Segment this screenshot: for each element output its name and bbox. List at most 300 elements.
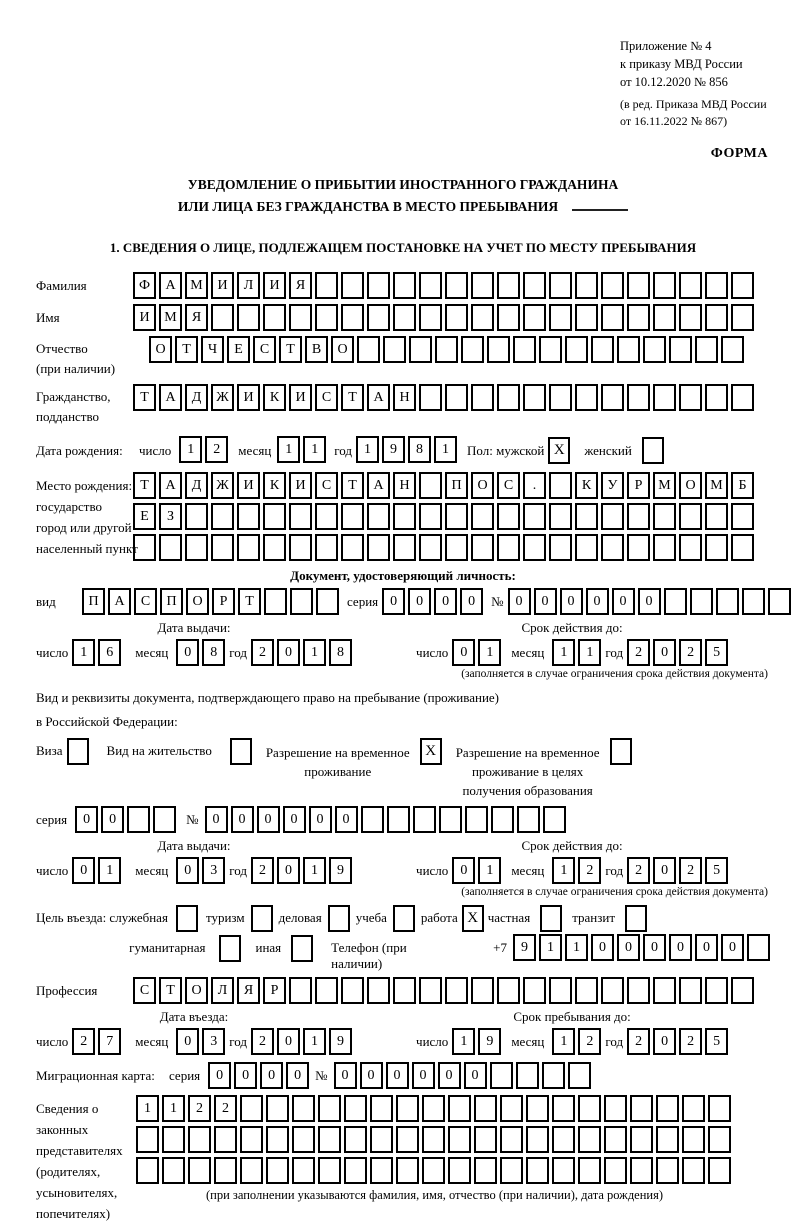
char-cell[interactable] [542, 1062, 565, 1089]
char-cell[interactable] [367, 304, 390, 331]
char-cell[interactable] [516, 1062, 539, 1089]
char-cell[interactable]: 1 [578, 639, 601, 666]
char-cell[interactable] [136, 1157, 159, 1184]
char-cell[interactable]: 1 [72, 639, 95, 666]
char-cell[interactable] [290, 588, 313, 615]
char-cell[interactable]: С [497, 472, 520, 499]
char-cell[interactable] [653, 384, 676, 411]
char-cell[interactable]: И [263, 272, 286, 299]
char-cell[interactable] [409, 336, 432, 363]
char-cell[interactable] [679, 304, 702, 331]
char-cell[interactable] [448, 1157, 471, 1184]
char-cell[interactable] [549, 503, 572, 530]
char-cell[interactable] [188, 1157, 211, 1184]
char-cell[interactable] [575, 503, 598, 530]
char-cell[interactable] [500, 1157, 523, 1184]
char-cell[interactable] [682, 1157, 705, 1184]
char-cell[interactable] [237, 534, 260, 561]
char-cell[interactable]: И [133, 304, 156, 331]
char-cell[interactable]: С [315, 472, 338, 499]
char-cell[interactable] [627, 384, 650, 411]
char-cell[interactable]: Н [393, 472, 416, 499]
char-cell[interactable] [419, 503, 442, 530]
char-cell[interactable]: К [263, 384, 286, 411]
char-cell[interactable]: 1 [303, 857, 326, 884]
char-cell[interactable] [601, 977, 624, 1004]
char-cell[interactable] [497, 384, 520, 411]
char-cell[interactable] [263, 304, 286, 331]
char-cell[interactable] [289, 503, 312, 530]
char-cell[interactable] [237, 304, 260, 331]
char-cell[interactable] [523, 503, 546, 530]
char-cell[interactable] [341, 272, 364, 299]
char-cell[interactable] [344, 1126, 367, 1153]
char-cell[interactable]: 1 [179, 436, 202, 463]
char-cell[interactable]: 0 [617, 934, 640, 961]
char-cell[interactable] [393, 534, 416, 561]
char-cell[interactable] [471, 977, 494, 1004]
char-cell[interactable]: 0 [721, 934, 744, 961]
char-cell[interactable] [211, 534, 234, 561]
char-cell[interactable] [708, 1126, 731, 1153]
char-cell[interactable]: 2 [679, 857, 702, 884]
char-cell[interactable] [266, 1095, 289, 1122]
char-cell[interactable]: Т [133, 472, 156, 499]
char-cell[interactable]: О [679, 472, 702, 499]
char-cell[interactable] [419, 472, 442, 499]
char-cell[interactable] [461, 336, 484, 363]
char-cell[interactable]: 1 [98, 857, 121, 884]
char-cell[interactable]: Ж [211, 384, 234, 411]
char-cell[interactable] [471, 384, 494, 411]
char-cell[interactable] [679, 534, 702, 561]
char-cell[interactable] [539, 336, 562, 363]
purpose-work-checkbox[interactable]: X [462, 905, 484, 932]
char-cell[interactable]: 1 [303, 1028, 326, 1055]
char-cell[interactable] [497, 304, 520, 331]
char-cell[interactable] [289, 977, 312, 1004]
char-cell[interactable]: Т [341, 472, 364, 499]
char-cell[interactable]: 6 [98, 639, 121, 666]
char-cell[interactable]: А [159, 272, 182, 299]
char-cell[interactable] [601, 534, 624, 561]
char-cell[interactable] [705, 384, 728, 411]
char-cell[interactable] [523, 272, 546, 299]
char-cell[interactable] [474, 1095, 497, 1122]
char-cell[interactable]: С [134, 588, 157, 615]
char-cell[interactable] [731, 272, 754, 299]
char-cell[interactable]: 0 [386, 1062, 409, 1089]
char-cell[interactable] [211, 304, 234, 331]
char-cell[interactable] [419, 384, 442, 411]
char-cell[interactable]: 9 [478, 1028, 501, 1055]
char-cell[interactable]: А [367, 384, 390, 411]
char-cell[interactable]: Я [185, 304, 208, 331]
char-cell[interactable] [422, 1095, 445, 1122]
char-cell[interactable] [601, 503, 624, 530]
char-cell[interactable]: 0 [560, 588, 583, 615]
char-cell[interactable] [575, 384, 598, 411]
char-cell[interactable] [448, 1126, 471, 1153]
purpose-study-checkbox[interactable] [393, 905, 415, 932]
char-cell[interactable]: . [523, 472, 546, 499]
char-cell[interactable] [393, 272, 416, 299]
char-cell[interactable] [237, 503, 260, 530]
char-cell[interactable]: 1 [356, 436, 379, 463]
char-cell[interactable]: Е [133, 503, 156, 530]
char-cell[interactable]: С [133, 977, 156, 1004]
purpose-other-checkbox[interactable] [291, 935, 313, 962]
purpose-private-checkbox[interactable] [540, 905, 562, 932]
char-cell[interactable] [214, 1157, 237, 1184]
char-cell[interactable] [705, 503, 728, 530]
char-cell[interactable] [721, 336, 744, 363]
purpose-transit-checkbox[interactable] [625, 905, 647, 932]
char-cell[interactable]: 0 [283, 806, 306, 833]
char-cell[interactable] [653, 304, 676, 331]
char-cell[interactable]: 5 [705, 639, 728, 666]
char-cell[interactable] [487, 336, 510, 363]
char-cell[interactable] [497, 534, 520, 561]
char-cell[interactable] [370, 1095, 393, 1122]
char-cell[interactable]: С [315, 384, 338, 411]
char-cell[interactable] [601, 272, 624, 299]
char-cell[interactable]: 0 [176, 1028, 199, 1055]
char-cell[interactable]: О [331, 336, 354, 363]
char-cell[interactable]: 1 [478, 639, 501, 666]
char-cell[interactable] [471, 503, 494, 530]
char-cell[interactable] [679, 503, 702, 530]
char-cell[interactable]: Т [159, 977, 182, 1004]
char-cell[interactable]: 0 [653, 857, 676, 884]
char-cell[interactable]: А [108, 588, 131, 615]
char-cell[interactable]: 0 [452, 857, 475, 884]
char-cell[interactable] [497, 503, 520, 530]
char-cell[interactable] [731, 977, 754, 1004]
char-cell[interactable] [240, 1126, 263, 1153]
char-cell[interactable] [653, 503, 676, 530]
char-cell[interactable] [497, 272, 520, 299]
char-cell[interactable]: 1 [552, 639, 575, 666]
char-cell[interactable] [513, 336, 536, 363]
char-cell[interactable]: 0 [434, 588, 457, 615]
char-cell[interactable]: 3 [202, 1028, 225, 1055]
char-cell[interactable] [419, 304, 442, 331]
char-cell[interactable] [422, 1157, 445, 1184]
char-cell[interactable] [523, 304, 546, 331]
char-cell[interactable] [162, 1157, 185, 1184]
char-cell[interactable] [601, 304, 624, 331]
char-cell[interactable]: Е [227, 336, 250, 363]
char-cell[interactable] [471, 304, 494, 331]
char-cell[interactable] [315, 503, 338, 530]
char-cell[interactable]: 0 [438, 1062, 461, 1089]
sex-male-checkbox[interactable]: X [548, 437, 570, 464]
char-cell[interactable] [705, 304, 728, 331]
char-cell[interactable] [630, 1157, 653, 1184]
char-cell[interactable]: 0 [643, 934, 666, 961]
char-cell[interactable]: 0 [586, 588, 609, 615]
char-cell[interactable] [211, 503, 234, 530]
char-cell[interactable] [552, 1126, 575, 1153]
char-cell[interactable]: 0 [72, 857, 95, 884]
char-cell[interactable]: 0 [360, 1062, 383, 1089]
char-cell[interactable] [367, 534, 390, 561]
char-cell[interactable]: 0 [286, 1062, 309, 1089]
char-cell[interactable] [549, 304, 572, 331]
char-cell[interactable] [526, 1157, 549, 1184]
char-cell[interactable]: Б [731, 472, 754, 499]
char-cell[interactable]: 2 [214, 1095, 237, 1122]
char-cell[interactable]: Л [211, 977, 234, 1004]
char-cell[interactable]: П [82, 588, 105, 615]
char-cell[interactable]: 0 [231, 806, 254, 833]
char-cell[interactable] [315, 304, 338, 331]
char-cell[interactable]: Д [185, 472, 208, 499]
char-cell[interactable]: 1 [162, 1095, 185, 1122]
char-cell[interactable] [413, 806, 436, 833]
char-cell[interactable]: Д [185, 384, 208, 411]
char-cell[interactable] [188, 1126, 211, 1153]
char-cell[interactable] [419, 534, 442, 561]
char-cell[interactable] [136, 1126, 159, 1153]
char-cell[interactable] [656, 1095, 679, 1122]
char-cell[interactable]: 2 [679, 1028, 702, 1055]
char-cell[interactable] [370, 1157, 393, 1184]
char-cell[interactable] [133, 534, 156, 561]
char-cell[interactable]: 3 [202, 857, 225, 884]
char-cell[interactable]: 0 [452, 639, 475, 666]
purpose-tourism-checkbox[interactable] [251, 905, 273, 932]
char-cell[interactable] [500, 1126, 523, 1153]
char-cell[interactable]: Р [212, 588, 235, 615]
char-cell[interactable]: 9 [329, 857, 352, 884]
char-cell[interactable] [656, 1157, 679, 1184]
char-cell[interactable]: 0 [309, 806, 332, 833]
char-cell[interactable] [604, 1157, 627, 1184]
char-cell[interactable]: 0 [334, 1062, 357, 1089]
char-cell[interactable] [517, 806, 540, 833]
char-cell[interactable] [690, 588, 713, 615]
char-cell[interactable]: 9 [329, 1028, 352, 1055]
char-cell[interactable] [445, 384, 468, 411]
char-cell[interactable] [370, 1126, 393, 1153]
char-cell[interactable] [419, 272, 442, 299]
char-cell[interactable]: 2 [627, 639, 650, 666]
char-cell[interactable]: 2 [251, 857, 274, 884]
char-cell[interactable] [185, 503, 208, 530]
char-cell[interactable] [705, 977, 728, 1004]
char-cell[interactable]: 0 [695, 934, 718, 961]
char-cell[interactable] [162, 1126, 185, 1153]
char-cell[interactable]: 1 [565, 934, 588, 961]
char-cell[interactable] [679, 272, 702, 299]
char-cell[interactable] [153, 806, 176, 833]
char-cell[interactable]: М [653, 472, 676, 499]
char-cell[interactable]: 8 [329, 639, 352, 666]
char-cell[interactable] [448, 1095, 471, 1122]
char-cell[interactable] [643, 336, 666, 363]
char-cell[interactable] [549, 534, 572, 561]
char-cell[interactable] [396, 1126, 419, 1153]
char-cell[interactable] [568, 1062, 591, 1089]
char-cell[interactable] [575, 304, 598, 331]
char-cell[interactable]: А [159, 384, 182, 411]
char-cell[interactable]: 0 [234, 1062, 257, 1089]
char-cell[interactable]: 0 [257, 806, 280, 833]
char-cell[interactable] [341, 977, 364, 1004]
char-cell[interactable] [357, 336, 380, 363]
char-cell[interactable] [289, 304, 312, 331]
char-cell[interactable] [387, 806, 410, 833]
char-cell[interactable] [627, 534, 650, 561]
char-cell[interactable]: 2 [578, 857, 601, 884]
char-cell[interactable]: С [253, 336, 276, 363]
char-cell[interactable]: Р [263, 977, 286, 1004]
char-cell[interactable] [653, 272, 676, 299]
char-cell[interactable]: Т [238, 588, 261, 615]
char-cell[interactable] [240, 1095, 263, 1122]
char-cell[interactable]: Т [279, 336, 302, 363]
char-cell[interactable]: Т [175, 336, 198, 363]
char-cell[interactable] [656, 1126, 679, 1153]
char-cell[interactable]: 2 [251, 639, 274, 666]
char-cell[interactable] [341, 304, 364, 331]
char-cell[interactable] [768, 588, 791, 615]
char-cell[interactable]: Т [341, 384, 364, 411]
char-cell[interactable]: 2 [251, 1028, 274, 1055]
char-cell[interactable]: 8 [202, 639, 225, 666]
char-cell[interactable]: А [367, 472, 390, 499]
char-cell[interactable] [315, 977, 338, 1004]
char-cell[interactable]: 5 [705, 857, 728, 884]
char-cell[interactable] [471, 534, 494, 561]
char-cell[interactable]: 1 [277, 436, 300, 463]
char-cell[interactable] [367, 977, 390, 1004]
char-cell[interactable] [591, 336, 614, 363]
char-cell[interactable]: У [601, 472, 624, 499]
char-cell[interactable] [575, 272, 598, 299]
char-cell[interactable]: 0 [208, 1062, 231, 1089]
char-cell[interactable] [318, 1126, 341, 1153]
char-cell[interactable] [497, 977, 520, 1004]
char-cell[interactable] [549, 977, 572, 1004]
char-cell[interactable]: 0 [591, 934, 614, 961]
char-cell[interactable] [578, 1126, 601, 1153]
char-cell[interactable]: 1 [539, 934, 562, 961]
char-cell[interactable]: М [159, 304, 182, 331]
char-cell[interactable]: 0 [176, 639, 199, 666]
char-cell[interactable] [549, 384, 572, 411]
char-cell[interactable]: 9 [382, 436, 405, 463]
char-cell[interactable]: О [186, 588, 209, 615]
char-cell[interactable]: 2 [578, 1028, 601, 1055]
char-cell[interactable]: 0 [460, 588, 483, 615]
char-cell[interactable] [344, 1095, 367, 1122]
char-cell[interactable]: 0 [277, 639, 300, 666]
char-cell[interactable] [552, 1095, 575, 1122]
char-cell[interactable]: И [237, 472, 260, 499]
char-cell[interactable]: 2 [205, 436, 228, 463]
char-cell[interactable]: 1 [552, 1028, 575, 1055]
char-cell[interactable] [630, 1095, 653, 1122]
char-cell[interactable] [490, 1062, 513, 1089]
char-cell[interactable]: 0 [464, 1062, 487, 1089]
char-cell[interactable] [669, 336, 692, 363]
char-cell[interactable] [214, 1126, 237, 1153]
char-cell[interactable]: 1 [434, 436, 457, 463]
char-cell[interactable]: 2 [679, 639, 702, 666]
char-cell[interactable]: 7 [98, 1028, 121, 1055]
char-cell[interactable] [653, 977, 676, 1004]
char-cell[interactable]: 5 [705, 1028, 728, 1055]
char-cell[interactable] [474, 1157, 497, 1184]
char-cell[interactable] [445, 977, 468, 1004]
char-cell[interactable] [731, 304, 754, 331]
char-cell[interactable] [263, 534, 286, 561]
char-cell[interactable]: Я [237, 977, 260, 1004]
char-cell[interactable] [315, 534, 338, 561]
char-cell[interactable]: Н [393, 384, 416, 411]
char-cell[interactable] [159, 534, 182, 561]
purpose-official-checkbox[interactable] [176, 905, 198, 932]
char-cell[interactable] [396, 1095, 419, 1122]
char-cell[interactable] [127, 806, 150, 833]
char-cell[interactable] [439, 806, 462, 833]
char-cell[interactable] [240, 1157, 263, 1184]
char-cell[interactable] [341, 503, 364, 530]
char-cell[interactable]: 2 [627, 857, 650, 884]
char-cell[interactable] [523, 977, 546, 1004]
char-cell[interactable] [627, 977, 650, 1004]
char-cell[interactable]: 0 [508, 588, 531, 615]
char-cell[interactable] [185, 534, 208, 561]
char-cell[interactable]: Л [237, 272, 260, 299]
char-cell[interactable]: О [149, 336, 172, 363]
char-cell[interactable] [266, 1157, 289, 1184]
char-cell[interactable]: 0 [75, 806, 98, 833]
char-cell[interactable] [292, 1095, 315, 1122]
char-cell[interactable] [705, 272, 728, 299]
char-cell[interactable]: 0 [176, 857, 199, 884]
char-cell[interactable] [627, 503, 650, 530]
char-cell[interactable] [445, 304, 468, 331]
char-cell[interactable]: А [159, 472, 182, 499]
char-cell[interactable]: М [185, 272, 208, 299]
char-cell[interactable] [367, 272, 390, 299]
purpose-business-checkbox[interactable] [328, 905, 350, 932]
char-cell[interactable]: О [471, 472, 494, 499]
char-cell[interactable]: 0 [277, 857, 300, 884]
char-cell[interactable] [292, 1126, 315, 1153]
purpose-humanitarian-checkbox[interactable] [219, 935, 241, 962]
char-cell[interactable] [575, 534, 598, 561]
char-cell[interactable]: 0 [534, 588, 557, 615]
char-cell[interactable] [465, 806, 488, 833]
char-cell[interactable]: 0 [638, 588, 661, 615]
char-cell[interactable]: 0 [653, 639, 676, 666]
char-cell[interactable]: 0 [612, 588, 635, 615]
char-cell[interactable]: 8 [408, 436, 431, 463]
char-cell[interactable]: 2 [188, 1095, 211, 1122]
char-cell[interactable] [526, 1095, 549, 1122]
char-cell[interactable]: 1 [136, 1095, 159, 1122]
char-cell[interactable] [682, 1095, 705, 1122]
char-cell[interactable] [266, 1126, 289, 1153]
char-cell[interactable] [747, 934, 770, 961]
edu-residence-checkbox[interactable] [610, 738, 632, 765]
char-cell[interactable] [419, 977, 442, 1004]
